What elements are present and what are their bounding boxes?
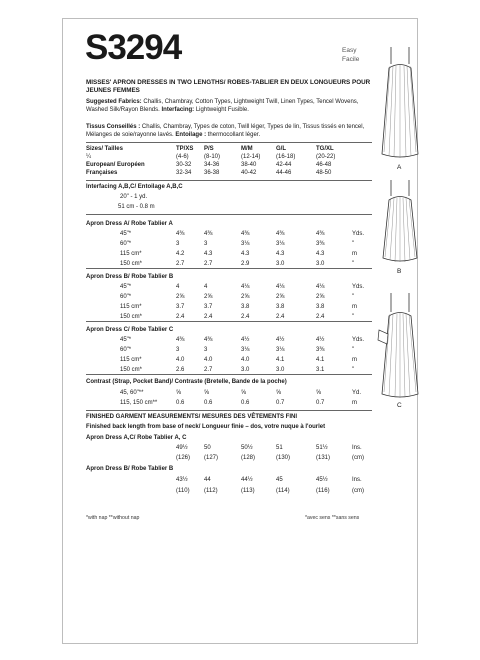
unit-label: m (352, 357, 357, 363)
yardage-value: 2.7 (204, 261, 213, 267)
yardage-value: 4⅜ (176, 231, 185, 237)
footnote-en: *with nap **without nap (86, 515, 140, 521)
yardage-value: 4⅜ (276, 231, 285, 237)
value-cell: 49½ (176, 445, 188, 451)
yardage-value: 3⅛ (276, 347, 285, 353)
value-cell: 40-42 (241, 170, 257, 176)
value-cell: (20-22) (316, 154, 336, 160)
difficulty-fr: Facile (342, 55, 360, 63)
yardage-value: 4.0 (176, 357, 185, 363)
value-cell: (16-18) (276, 154, 296, 160)
value-cell: (113) (241, 488, 255, 494)
yardage-value: 3.8 (241, 304, 250, 310)
value-cell: 34-36 (204, 162, 220, 168)
yardage-value: 4⅜ (204, 231, 213, 237)
fabrics-fr-label: Tissus Conseillés : (86, 124, 141, 130)
sketch-b-label: B (397, 268, 402, 275)
yardage-value: 2⅝ (241, 294, 250, 300)
value-cell: 48-50 (316, 170, 332, 176)
dress_c-title: Apron Dress C/ Robe Tablier C (86, 327, 174, 333)
yardage-value: 2.6 (176, 367, 185, 373)
interfacing-metric: 51 cm - 0.8 m (118, 204, 155, 210)
yardage-value: 4⅛ (316, 284, 325, 290)
value-cell: 30-32 (176, 162, 192, 168)
yardage-value: 3.8 (276, 304, 285, 310)
eu-label: European/ Européen (86, 162, 145, 168)
fabric-width: 60"* (120, 241, 132, 247)
fr-label: Françaises (86, 170, 118, 176)
yardage-value: 3.0 (316, 261, 325, 267)
fabrics-label: Suggested Fabrics: (86, 99, 142, 105)
value-cell: 44 (204, 477, 211, 483)
value-cell: (114) (276, 488, 290, 494)
quarter-label: ¼ (86, 154, 92, 160)
yardage-value: 3 (204, 347, 208, 353)
value-cell: 42-44 (276, 162, 292, 168)
yardage-value: 4.2 (176, 251, 185, 257)
value-cell: 50 (204, 445, 211, 451)
yardage-value: ⅝ (241, 390, 247, 396)
unit-label: Yds. (352, 337, 365, 343)
fabric-width: 45"* (120, 284, 132, 290)
yardage-value: 4.3 (316, 251, 325, 257)
size-code: TG/XL (316, 146, 334, 152)
ac-label: Apron Dress A,C/ Robe Tablier A, C (86, 435, 187, 441)
divider (86, 180, 372, 181)
b-label: Apron Dress B/ Robe Tablier B (86, 466, 174, 472)
fabric-width: 150 cm* (120, 314, 143, 320)
back-length-label: Finished back length from base of neck/ Longueur finie – dos, votre nuque à l'ourlet (86, 424, 326, 430)
dress-b-sketch (380, 178, 420, 266)
value-cell: 43½ (176, 477, 188, 483)
fabric-width: 45, 60"** (120, 390, 144, 396)
value-cell: (131) (316, 455, 331, 461)
yardage-value: ⅝ (204, 390, 210, 396)
unit-label: " (352, 241, 355, 247)
footnote-fr: *avec sens **sans sens (305, 515, 360, 521)
size-code: P/S (204, 146, 214, 152)
pattern-number: S3294 (85, 28, 182, 67)
yardage-value: 0.6 (204, 400, 213, 406)
interfacing-text: Lightweight Fusible. (195, 106, 249, 113)
value-cell: (4-6) (176, 154, 189, 160)
fabric-width: 150 cm* (120, 261, 143, 267)
unit-label: " (352, 367, 355, 373)
value-cell: (127) (204, 455, 219, 461)
unit-label: Yds. (352, 231, 365, 237)
divider (86, 321, 372, 322)
finished-heading: FINISHED GARMENT MEASUREMENTS/ MESURES DES VÊTEMENTS FINI (86, 414, 298, 420)
yardage-value: 4⅜ (176, 337, 185, 343)
fabric-width: 115 cm* (120, 357, 142, 363)
yardage-value: 3.8 (316, 304, 325, 310)
yardage-value: 4.3 (276, 251, 285, 257)
value-cell: (130) (276, 455, 291, 461)
divider (86, 374, 372, 375)
size-code: TP/XS (176, 146, 194, 152)
yardage-value: 4⅜ (316, 231, 325, 237)
value-cell: 44-46 (276, 170, 292, 176)
value-cell: 45 (276, 477, 283, 483)
unit-label: m (352, 304, 357, 310)
yardage-value: 4½ (276, 337, 285, 343)
unit-label: m (352, 251, 357, 257)
value-cell: 45½ (316, 477, 328, 483)
divider (86, 214, 372, 215)
unit-label: " (352, 314, 355, 320)
value-cell: 44½ (241, 477, 253, 483)
value-cell: 51 (276, 445, 283, 451)
yardage-value: 2.7 (204, 367, 213, 373)
value-cell: (112) (204, 488, 218, 494)
yardage-value: 2.7 (176, 261, 185, 267)
yardage-value: 2.4 (176, 314, 185, 320)
value-cell: 36-38 (204, 170, 220, 176)
yardage-value: 4⅛ (241, 284, 250, 290)
fabrics-text: Challis, Chambray, Cotton Types, Lightweight Twill, Linen Types, Tencel Wovens, Washed Silk/Rayon Blends. (86, 99, 359, 113)
unit-label: Yds. (352, 284, 365, 290)
yardage-value: 3⅜ (316, 347, 325, 353)
value-cell: 51½ (316, 445, 328, 451)
yardage-value: 4⅜ (241, 231, 250, 237)
unit-label: " (352, 294, 355, 300)
yardage-value: 3⅛ (241, 241, 250, 247)
divider (86, 410, 372, 411)
yardage-value: 2.9 (241, 261, 250, 267)
dress-c-sketch (376, 290, 422, 402)
yardage-value: 3.7 (204, 304, 213, 310)
yardage-value: 4½ (241, 337, 250, 343)
yardage-value: 2.4 (241, 314, 250, 320)
yardage-value: 3.0 (276, 261, 285, 267)
yardage-value: 0.7 (276, 400, 285, 406)
yardage-value: 3⅛ (241, 347, 250, 353)
size-code: G/L (276, 146, 286, 152)
value-cell: (128) (241, 455, 256, 461)
yardage-value: 4.1 (276, 357, 285, 363)
fabric-width: 45"* (120, 337, 132, 343)
unit-label: (cm) (352, 455, 364, 461)
yardage-value: 4.0 (204, 357, 213, 363)
value-cell: (126) (176, 455, 191, 461)
yardage-value: ⅝ (316, 390, 322, 396)
yardage-value: 4.3 (241, 251, 250, 257)
yardage-value: 3 (176, 347, 180, 353)
unit-label: (cm) (352, 488, 364, 494)
value-cell: (8-10) (204, 154, 221, 160)
yardage-value: ⅝ (176, 390, 182, 396)
yardage-value: 0.7 (316, 400, 325, 406)
yardage-value: 0.6 (241, 400, 250, 406)
sizes-label: Sizes/ Tailles (86, 146, 123, 152)
yardage-value: 3.0 (241, 367, 250, 373)
fabric-width: 60"* (120, 294, 132, 300)
value-cell: 32-34 (176, 170, 192, 176)
yardage-value: 4 (204, 284, 208, 290)
interfacing-yardage: 20" - 1 yd. (120, 194, 148, 200)
yardage-value: 0.6 (176, 400, 185, 406)
yardage-value: 4⅜ (204, 337, 213, 343)
yardage-value: 4.1 (316, 357, 325, 363)
yardage-value: 4½ (316, 337, 325, 343)
fabric-width: 115 cm* (120, 304, 142, 310)
dress_b-title: Apron Dress B/ Robe Tablier B (86, 274, 174, 280)
unit-label: " (352, 347, 355, 353)
sketch-a-label: A (397, 164, 402, 171)
entoilage-label: Entoilage : (175, 131, 207, 138)
unit-label: Ins. (352, 445, 362, 451)
yardage-value: 4⅛ (276, 284, 285, 290)
yardage-value: 2⅝ (316, 294, 325, 300)
yardage-value: 3⅜ (316, 241, 325, 247)
entoilage-text: thermocollant léger. (207, 131, 261, 138)
fabric-width: 115, 150 cm** (120, 400, 158, 406)
interfacing-label: Interfacing: (161, 106, 195, 113)
interfacing-title: Interfacing A,B,C/ Entoilage A,B,C (86, 184, 183, 190)
yardage-value: 4 (176, 284, 180, 290)
unit-label: Ins. (352, 477, 362, 483)
value-cell: (110) (176, 488, 190, 494)
fabrics-fr-text: Challis, Chambray, Types de coton, Twill léger, Types de lin, Tissus tissés en tencel, Mélanges de soie/rayonne lavés. (86, 124, 365, 138)
yardage-value: 2⅝ (176, 294, 185, 300)
dress-a-sketch (380, 44, 420, 164)
unit-label: m (352, 400, 357, 406)
yardage-value: 3 (204, 241, 208, 247)
value-cell: 38-40 (241, 162, 257, 168)
yardage-value: 3.0 (276, 367, 285, 373)
yardage-value: 2.4 (316, 314, 325, 320)
yardage-value: 2.4 (204, 314, 213, 320)
yardage-value: 3 (176, 241, 180, 247)
yardage-value: 4.3 (204, 251, 213, 257)
unit-label: " (352, 261, 355, 267)
yardage-value: 3⅛ (276, 241, 285, 247)
fabric-width: 115 cm* (120, 251, 142, 257)
contrast-title: Contrast (Strap, Pocket Band)/ Contraste (Bretelle, Bande de la poche) (86, 379, 287, 385)
fabric-width: 45"* (120, 231, 132, 237)
yardage-value: 4.0 (241, 357, 250, 363)
dress_a-title: Apron Dress A/ Robe Tablier A (86, 221, 173, 227)
sketch-c-label: C (397, 402, 402, 409)
fabric-width: 150 cm* (120, 367, 143, 373)
yardage-value: 2⅝ (204, 294, 213, 300)
divider (86, 268, 372, 269)
value-cell: 50½ (241, 445, 253, 451)
value-cell: (12-14) (241, 154, 261, 160)
size-code: M/M (241, 146, 253, 152)
pattern-title: MISSES' APRON DRESSES IN TWO LENGTHS/ ROBES-TABLIER EN DEUX LONGUEURS POUR JEUNES FEMMES (86, 79, 371, 94)
value-cell: 46-48 (316, 162, 332, 168)
yardage-value: 3.1 (316, 367, 325, 373)
yardage-value: ⅝ (276, 390, 282, 396)
value-cell: (116) (316, 488, 330, 494)
unit-label: Yd. (352, 390, 362, 396)
difficulty-en: Easy (342, 47, 357, 54)
fabric-width: 60"* (120, 347, 132, 353)
yardage-value: 2⅝ (276, 294, 285, 300)
yardage-value: 2.4 (276, 314, 285, 320)
yardage-value: 3.7 (176, 304, 185, 310)
